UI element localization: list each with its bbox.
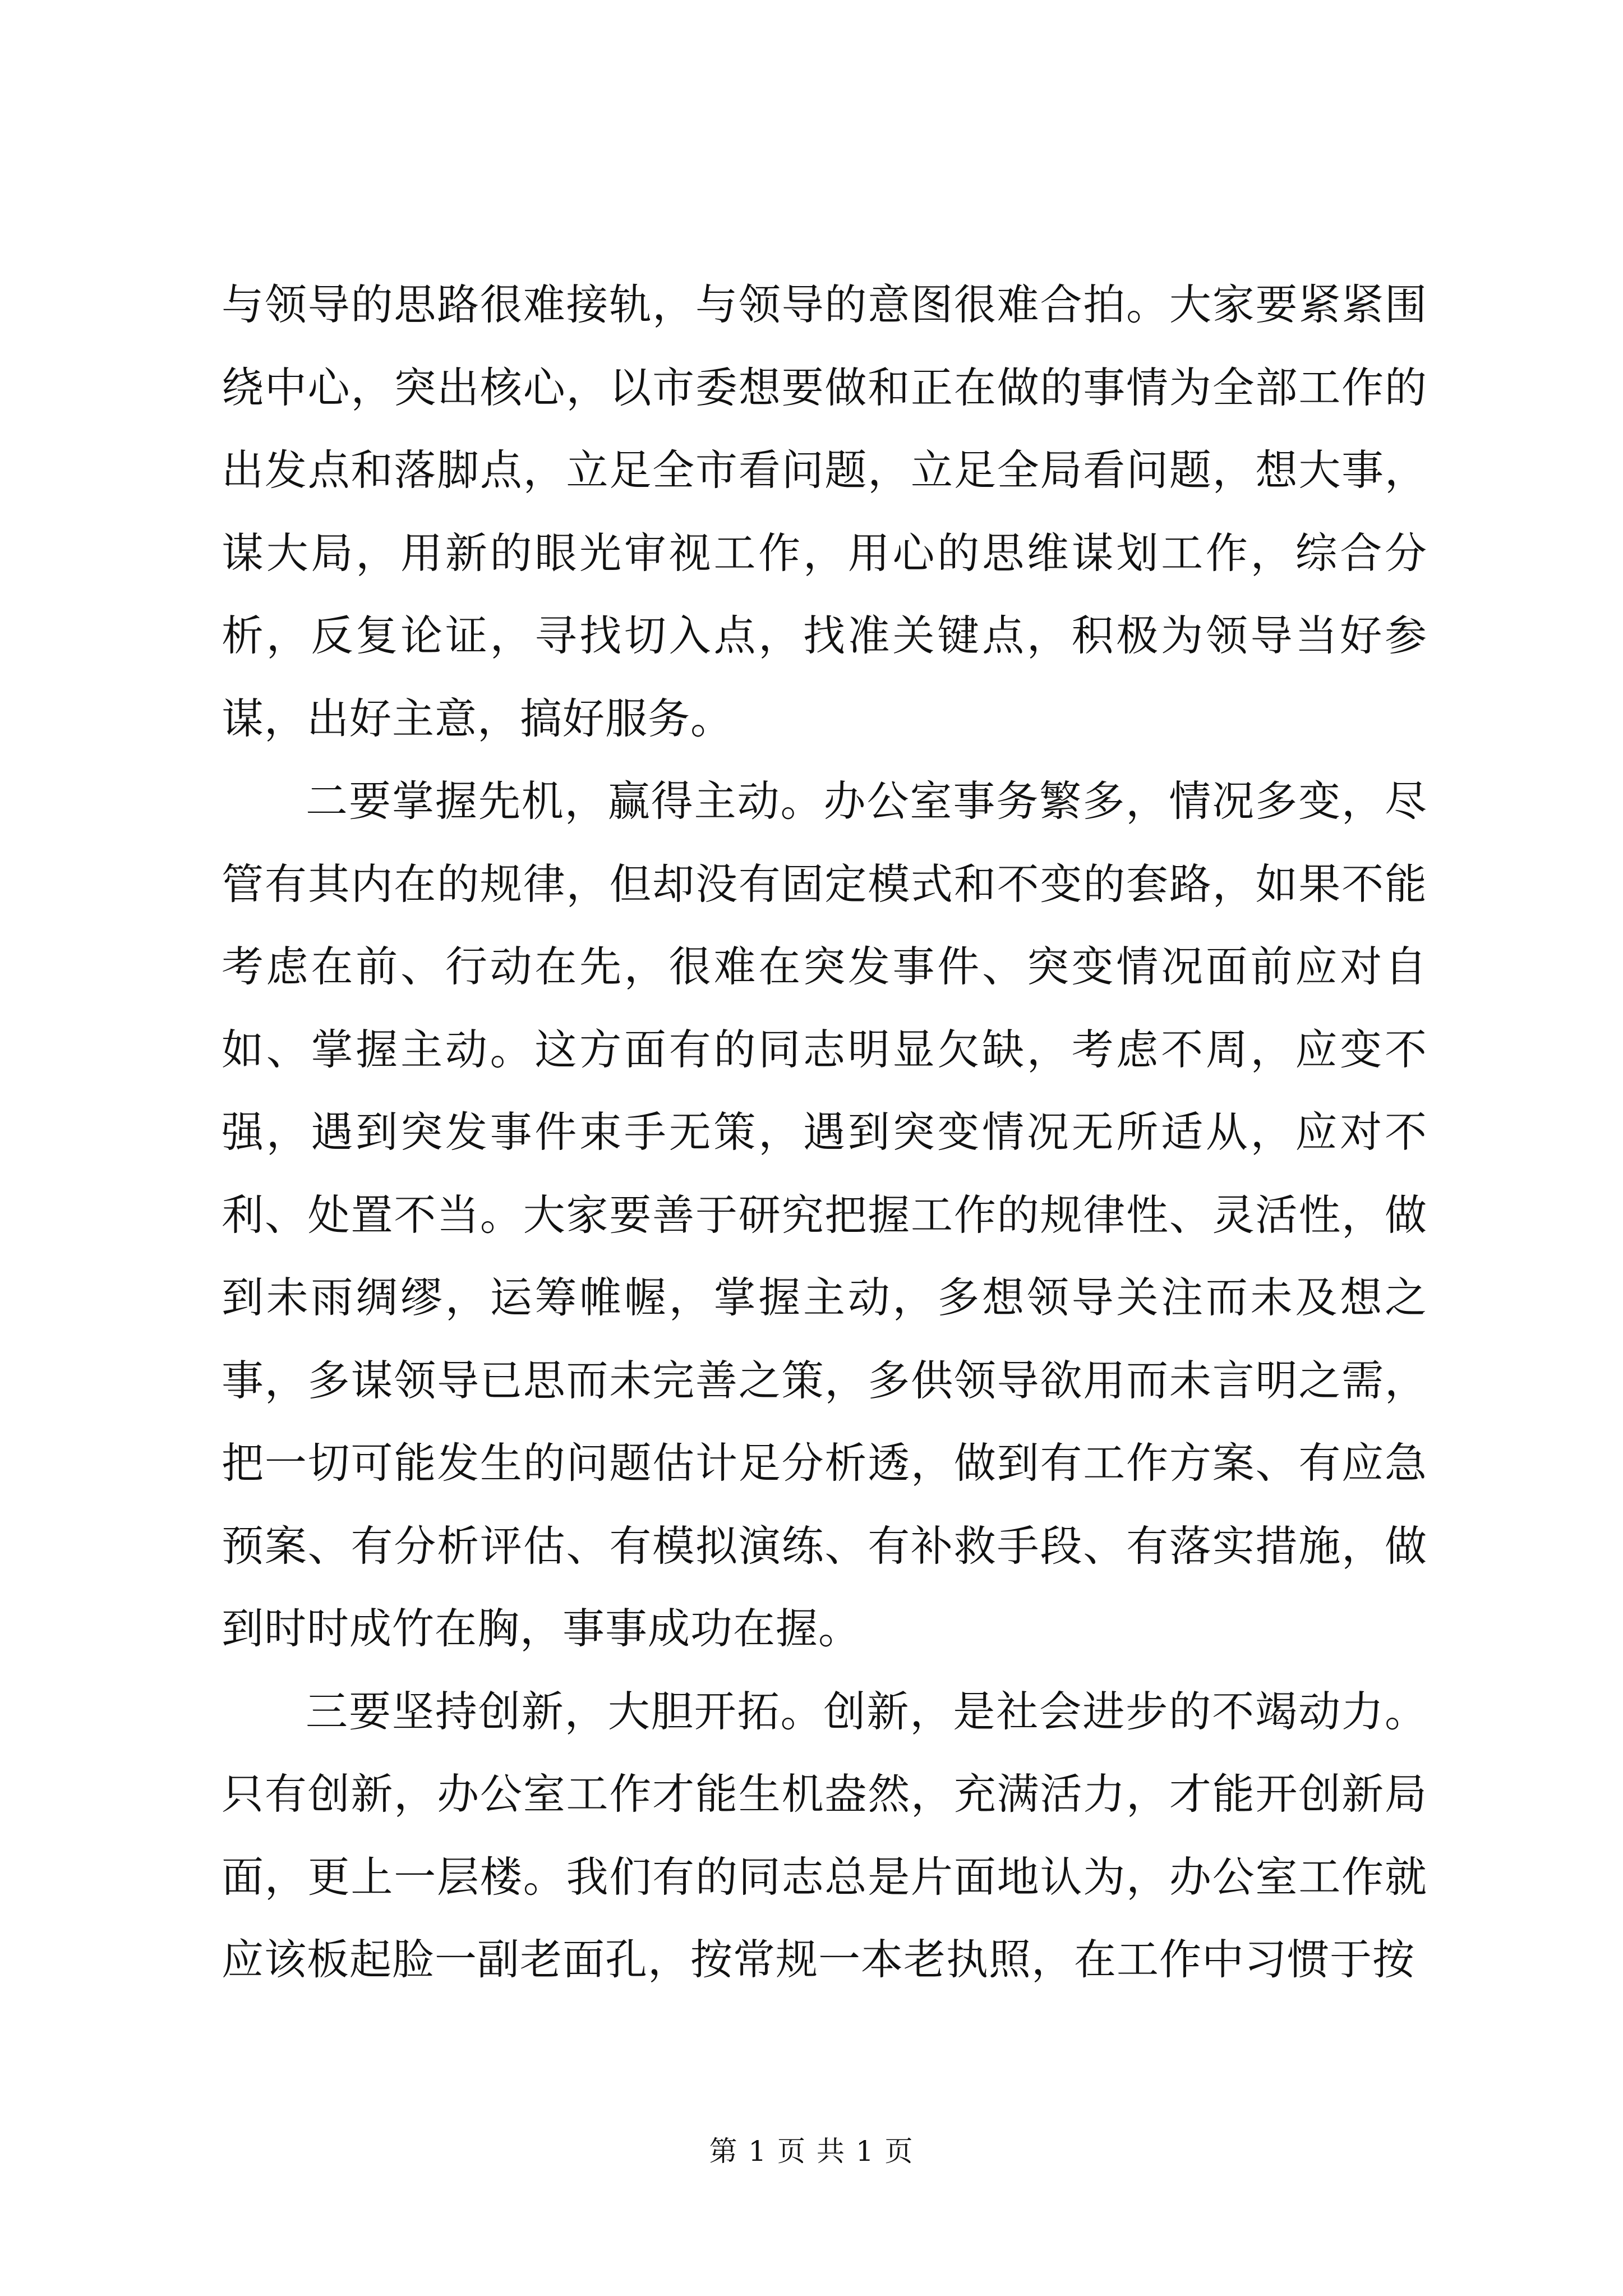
paragraph-innovation: 三要坚持创新，大胆开拓。创新，是社会进步的不竭动力。只有创新，办公室工作才能生机盎然，充满活力，才能开创新局面，更上一层楼。我们有的同志总是片面地认为，办公室工作就应该板起脸一副老面孔，按常规一本老执照，在工作中习惯于按: [222, 1686, 1427, 1984]
page-number-footer: 第 1 页 共 1 页: [709, 2135, 914, 2168]
document-body: [222, 264, 1427, 2001]
paragraph-seize-initiative: 二要掌握先机，赢得主动。办公室事务繁多，情况多变，尽管有其内在的规律，但却没有固定模式和不变的套路，如果不能考虑在前、行动在先，很难在突发事件、突变情况面前应对自如、掌握主动。这方面有的同志明显欠缺，考虑不周，应变不强，遇到突发事件束手无策，遇到突变情况无所适从，应对不利、处置不当。大家要善于研究把握工作的规律性、灵活性，做到未雨绸缪，运筹帷幄，掌握主动，多想领导关注而未及想之事，多谋领导已思而未完善之策，多供领导欲用而未言明之需，把一切可能发生的问题估计足分析透，做到有工作方案、有应急预案、有分析评估、有模拟演练、有补救手段、有落实措施，做到时时成竹在胸，事事成功在握。: [222, 776, 1427, 1653]
paragraph-continuation: 与领导的思路很难接轨，与领导的意图很难合拍。大家要紧紧围绕中心，突出核心，以市委想要做和正在做的事情为全部工作的出发点和落脚点，立足全市看问题，立足全局看问题，想大事，谋大局，用新的眼光审视工作，用心的思维谋划工作，综合分析，反复论证，寻找切入点，找准关键点，积极为领导当好参谋，出好主意，搞好服务。: [222, 280, 1427, 743]
